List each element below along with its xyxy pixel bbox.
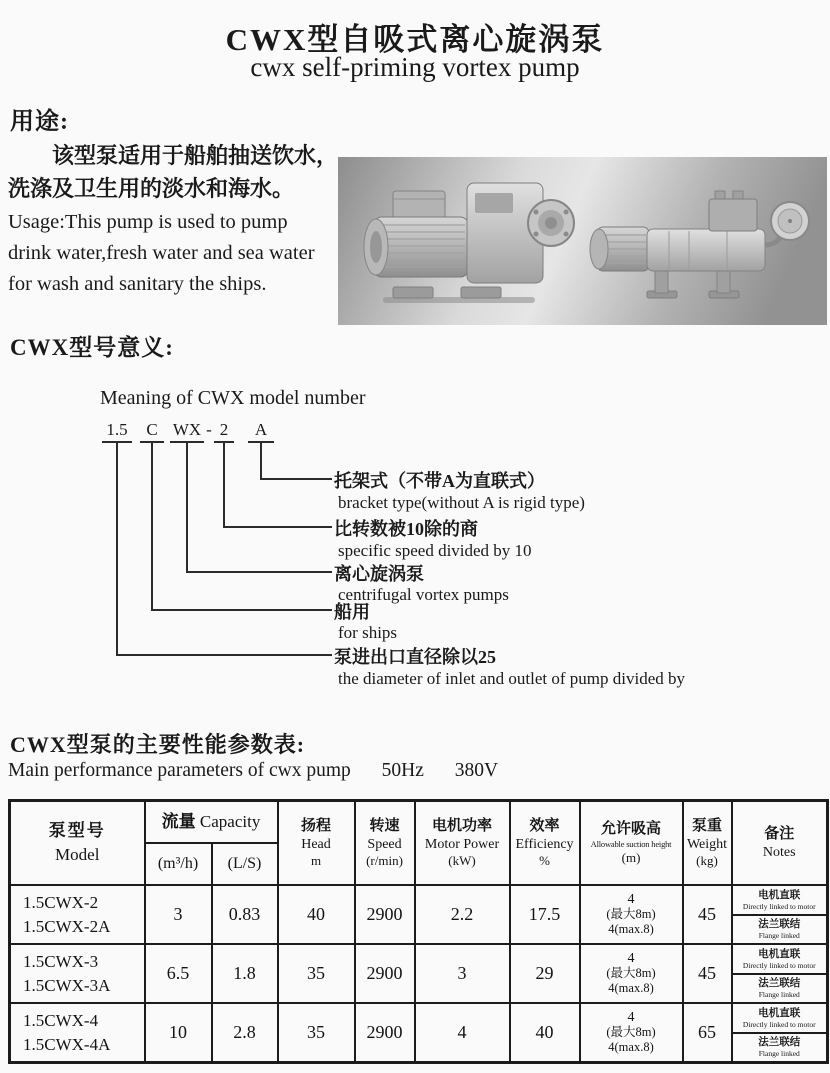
head-cell: 35 xyxy=(278,1003,355,1063)
label-diameter-en: the diameter of inlet and outlet of pump divided by xyxy=(338,669,685,688)
pressure-gauge-icon xyxy=(771,202,809,240)
col-header-motor-power: 电机功率 Motor Power (kW) xyxy=(415,801,510,886)
note-direct: 电机直联 Directly linked to motor xyxy=(733,946,827,975)
power-cell: 3 xyxy=(415,944,510,1003)
capacity-m3h-cell: 10 xyxy=(145,1003,212,1063)
efficiency-cell: 17.5 xyxy=(510,885,580,944)
capacity-ls-cell: 0.83 xyxy=(212,885,278,944)
page-title-zh: CWX型自吸式离心旋涡泵 xyxy=(225,22,605,57)
notes-cell xyxy=(732,1003,828,1063)
model-token-speed: 2 xyxy=(214,419,234,443)
model-token-type: WX xyxy=(170,419,204,443)
usage-heading: 用途: xyxy=(10,109,69,135)
note-flange: 法兰联结 Flange linked xyxy=(758,918,801,940)
speed-cell: 2900 xyxy=(355,944,415,1003)
weight-cell: 45 xyxy=(683,885,732,944)
capacity-m3h-cell: 6.5 xyxy=(145,944,212,1003)
suction-cell: 4 (最大8m) 4(max.8) xyxy=(580,885,683,944)
model-meaning-heading-en: Meaning of CWX model number xyxy=(100,387,366,409)
model-token-bracket: A xyxy=(248,419,274,443)
speed-cell: 2900 xyxy=(355,885,415,944)
head-cell: 35 xyxy=(278,944,355,1003)
col-header-suction-height: 允许吸高 Allowable suction height (m) xyxy=(580,801,683,886)
col-header-efficiency: 效率 Efficiency % xyxy=(510,801,580,886)
table-row-cwx4 xyxy=(10,1003,828,1063)
usage-text-en xyxy=(8,207,342,300)
col-header-head: 扬程 Head m xyxy=(278,801,355,886)
note-direct: 电机直联 Directly linked to motor xyxy=(733,1005,827,1034)
col-header-weight: 泵重 Weight (kg) xyxy=(683,801,732,886)
efficiency-cell: 29 xyxy=(510,944,580,1003)
product-photo xyxy=(338,157,827,325)
label-marine-en: for ships xyxy=(338,623,398,642)
label-bracket-en: bracket type(without A is rigid type) xyxy=(338,493,585,512)
model-number-diagram xyxy=(100,385,826,700)
note-flange: 法兰联结 Flange linked xyxy=(758,1036,801,1058)
suction-flange-icon xyxy=(528,200,574,246)
model-cell: 1.5CWX-3 1.5CWX-3A xyxy=(10,944,145,1003)
model-cell: 1.5CWX-2 1.5CWX-2A xyxy=(10,885,145,944)
frequency-spec: 50Hz xyxy=(381,760,424,781)
label-type-en: centrifugal vortex pumps xyxy=(338,585,509,604)
page-title-en: cwx self-priming vortex pump xyxy=(250,52,580,82)
head-cell: 40 xyxy=(278,885,355,944)
performance-heading-en-text: Main performance parameters of cwx pump xyxy=(8,760,351,781)
power-cell: 4 xyxy=(415,1003,510,1063)
speed-cell: 2900 xyxy=(355,1003,415,1063)
notes-cell xyxy=(732,885,828,944)
product-photo-illustration xyxy=(338,157,827,325)
col-header-model: 泵型号 Model xyxy=(10,801,145,886)
power-cell: 2.2 xyxy=(415,885,510,944)
table-row-cwx2 xyxy=(10,885,828,944)
usage-en-line2: drink water,fresh water and sea water xyxy=(8,242,315,264)
weight-cell: 45 xyxy=(683,944,732,1003)
performance-heading-en xyxy=(8,760,498,782)
efficiency-cell: 40 xyxy=(510,1003,580,1063)
capacity-ls-cell: 1.8 xyxy=(212,944,278,1003)
note-direct: 电机直联 Directly linked to motor xyxy=(733,887,827,916)
voltage-spec: 380V xyxy=(454,760,499,781)
capacity-m3h-cell: 3 xyxy=(145,885,212,944)
suction-cell: 4 (最大8m) 4(max.8) xyxy=(580,944,683,1003)
label-marine-zh: 船用 xyxy=(334,602,370,622)
usage-text-zh-line2: 洗涤及卫生用的淡水和海水。 xyxy=(8,176,295,201)
model-token-marine: C xyxy=(140,419,164,443)
label-speed-zh: 比转数被10除的商 xyxy=(334,519,478,539)
note-flange: 法兰联结 Flange linked xyxy=(758,977,801,999)
col-header-notes: 备注 Notes xyxy=(732,801,828,886)
model-token-size: 1.5 xyxy=(102,419,132,443)
model-token-hyphen: - xyxy=(206,420,212,439)
col-header-capacity-ls: (L/S) xyxy=(212,843,278,885)
performance-table xyxy=(8,799,829,1064)
suction-cell: 4 (最大8m) 4(max.8) xyxy=(580,1003,683,1063)
model-meaning-heading: CWX型号意义: xyxy=(10,335,174,360)
label-type-zh: 离心旋涡泵 xyxy=(334,564,424,584)
performance-heading-zh: CWX型泵的主要性能参数表: xyxy=(10,732,306,757)
capacity-ls-cell: 2.8 xyxy=(212,1003,278,1063)
label-bracket-zh: 托架式（不带A为直联式） xyxy=(334,471,545,491)
col-header-capacity: 流量 Capacity xyxy=(145,801,278,844)
usage-en-line3: for wash and sanitary the ships. xyxy=(8,273,267,295)
label-speed-en: specific speed divided by 10 xyxy=(338,541,532,560)
usage-en-line1: Usage:This pump is used to pump xyxy=(8,211,288,233)
label-diameter-zh: 泵进出口直径除以25 xyxy=(334,647,496,667)
table-row-cwx3 xyxy=(10,944,828,1003)
usage-text-zh-line1: 该型泵适用于船舶抽送饮水， xyxy=(52,143,339,168)
model-cell: 1.5CWX-4 1.5CWX-4A xyxy=(10,1003,145,1063)
weight-cell: 65 xyxy=(683,1003,732,1063)
notes-cell xyxy=(732,944,828,1003)
col-header-capacity-m3h: (m³/h) xyxy=(145,843,212,885)
col-header-speed: 转速 Speed (r/min) xyxy=(355,801,415,886)
